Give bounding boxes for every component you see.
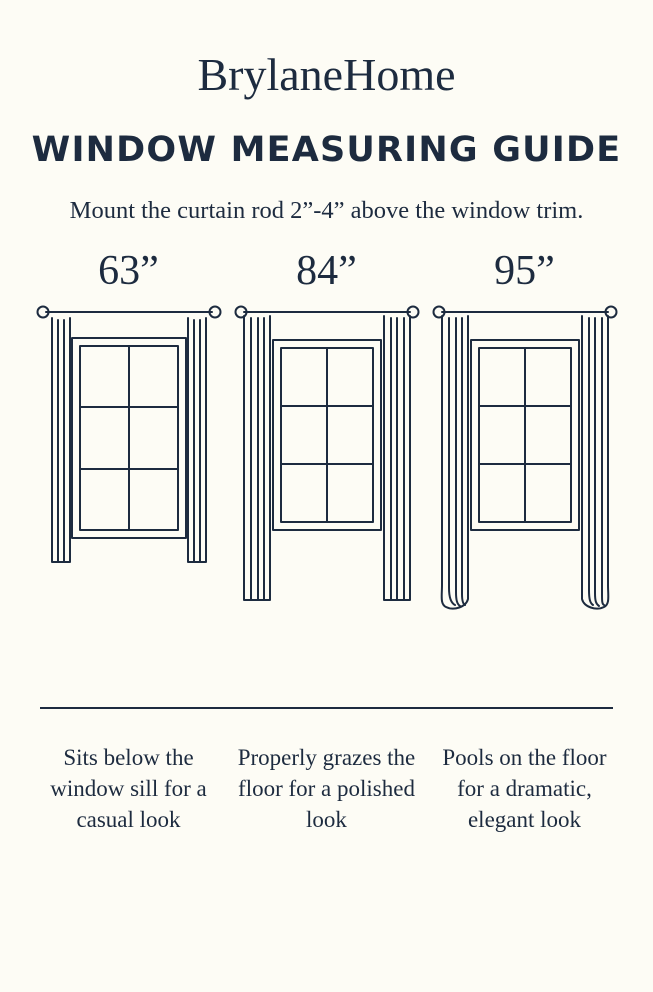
- page-subtitle: Mount the curtain rod 2”-4” above the window trim.: [69, 197, 584, 224]
- captions-row: [0, 742, 653, 835]
- caption-63: Sits below the window sill for a casual look: [50, 745, 207, 833]
- panels-row: [0, 247, 653, 630]
- illustration-84: [228, 300, 426, 630]
- panel-95: [426, 247, 624, 630]
- brand-logo: BrylaneHome: [197, 49, 456, 100]
- caption-84: Properly grazes the floor for a polished look: [237, 745, 416, 833]
- page-title: WINDOW MEASURING GUIDE: [31, 130, 622, 170]
- illustration-95: [426, 300, 624, 630]
- length-label-84: 84”: [296, 247, 357, 294]
- illustration-63: [30, 300, 228, 630]
- length-label-95: 95”: [494, 247, 555, 294]
- length-label-63: 63”: [98, 247, 159, 294]
- window-measuring-guide-page: [0, 49, 653, 992]
- panel-84: [228, 247, 426, 630]
- panel-63: [30, 247, 228, 630]
- caption-95: Pools on the floor for a dramatic, elegant look: [442, 745, 607, 833]
- floor-line: [40, 707, 613, 709]
